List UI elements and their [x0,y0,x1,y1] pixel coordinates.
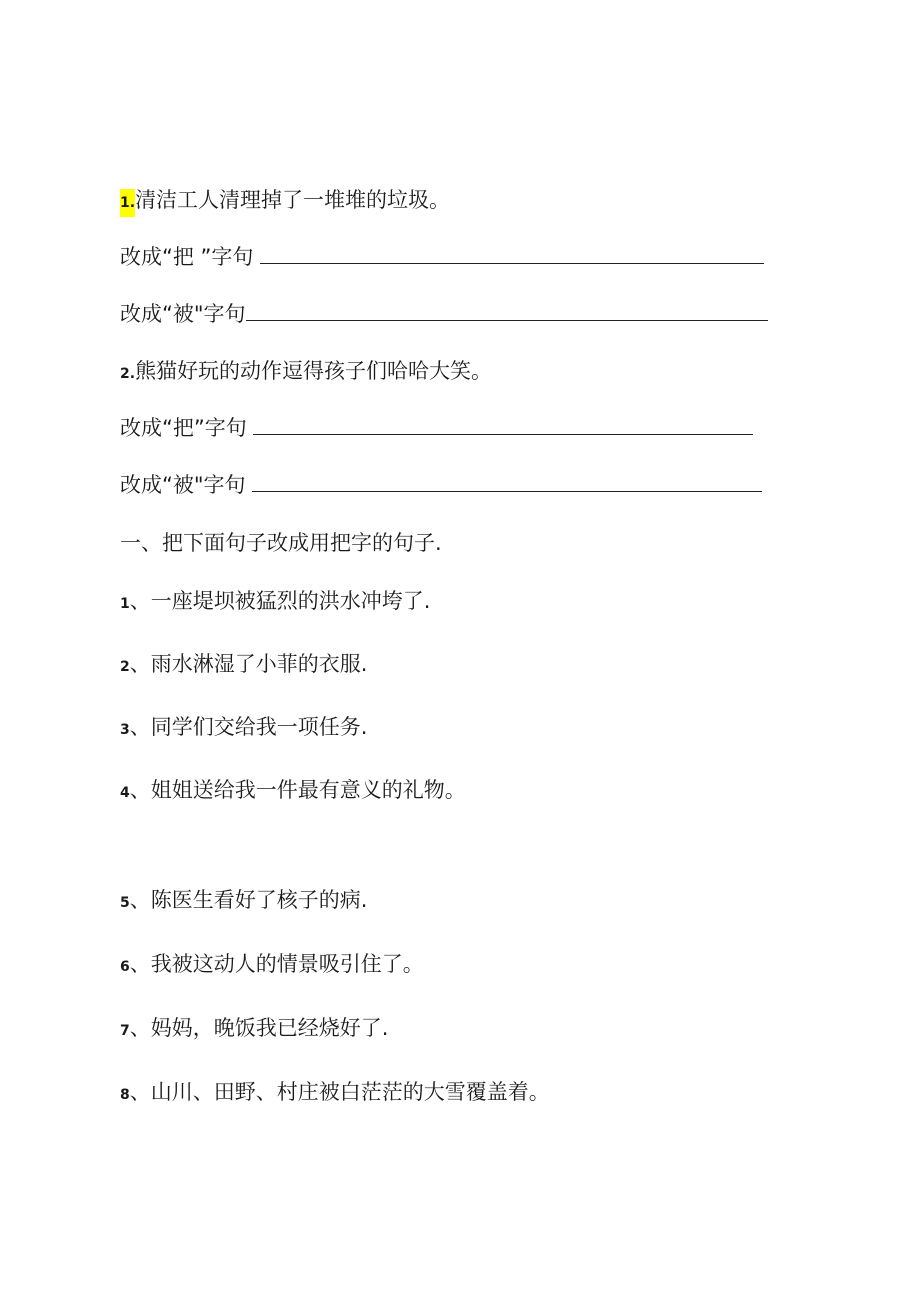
list-item [120,1078,550,1109]
q1-ba-prompt: 改成“把 ”字句 [120,245,254,269]
list-item [120,713,367,744]
item-text: 一座堤坝被猛烈的洪水冲垮了. [150,589,431,613]
item-text: 妈妈，晚饭我已经烧好了. [150,1016,389,1040]
item-separator: 、 [129,888,151,912]
item-number: 6 [120,959,130,975]
item-separator: 、 [129,1080,151,1104]
item-text: 姐姐送给我一件最有意义的礼物。 [150,778,466,802]
q2-ba-row [120,414,753,442]
item-separator: 、 [129,778,151,802]
list-item [120,1014,388,1045]
list-item [120,950,424,981]
item-text: 陈医生看好了核子的病. [150,888,368,912]
section-heading: 一、把下面句子改成用把字的句子. [120,531,442,555]
question-1-text: 清洁工人清理掉了一堆堆的垃圾。 [135,188,451,212]
question-2-sentence [120,357,492,388]
item-separator: 、 [129,952,151,976]
item-number: 3 [120,722,130,738]
item-number: 5 [120,895,130,911]
item-text: 雨水淋湿了小菲的衣服. [150,652,368,676]
item-separator: 、 [129,589,151,613]
q2-bei-answer-line[interactable] [252,473,762,492]
item-number: 7 [120,1023,130,1039]
question-1-number: 1. [120,189,135,217]
item-separator: 、 [129,1016,151,1040]
q1-bei-prompt: 改成“被"字句 [120,302,246,326]
item-number: 8 [120,1087,130,1103]
item-number: 4 [120,785,130,801]
list-item [120,776,466,807]
item-separator: 、 [129,715,151,739]
question-1-sentence [120,186,450,217]
item-number: 2 [120,659,130,675]
q1-ba-answer-line[interactable] [260,245,764,264]
q2-bei-row [120,471,762,499]
item-text: 山川、田野、村庄被白茫茫的大雪覆盖着。 [150,1080,550,1104]
question-2-text: 熊猫好玩的动作逗得孩子们哈哈大笑。 [135,359,493,383]
question-2-number: 2. [120,366,136,382]
q2-bei-prompt: 改成“被"字句 [120,473,246,497]
list-item [120,587,430,618]
q1-bei-row [120,300,768,328]
q1-ba-row [120,243,764,271]
q2-ba-prompt: 改成“把”字句 [120,416,247,440]
list-item [120,650,367,681]
item-text: 同学们交给我一项任务. [150,715,368,739]
q1-bei-answer-line[interactable] [246,302,768,321]
item-separator: 、 [129,652,151,676]
item-number: 1 [120,596,130,612]
item-text: 我被这动人的情景吸引住了。 [150,952,424,976]
q2-ba-answer-line[interactable] [253,416,753,435]
list-item [120,886,367,917]
